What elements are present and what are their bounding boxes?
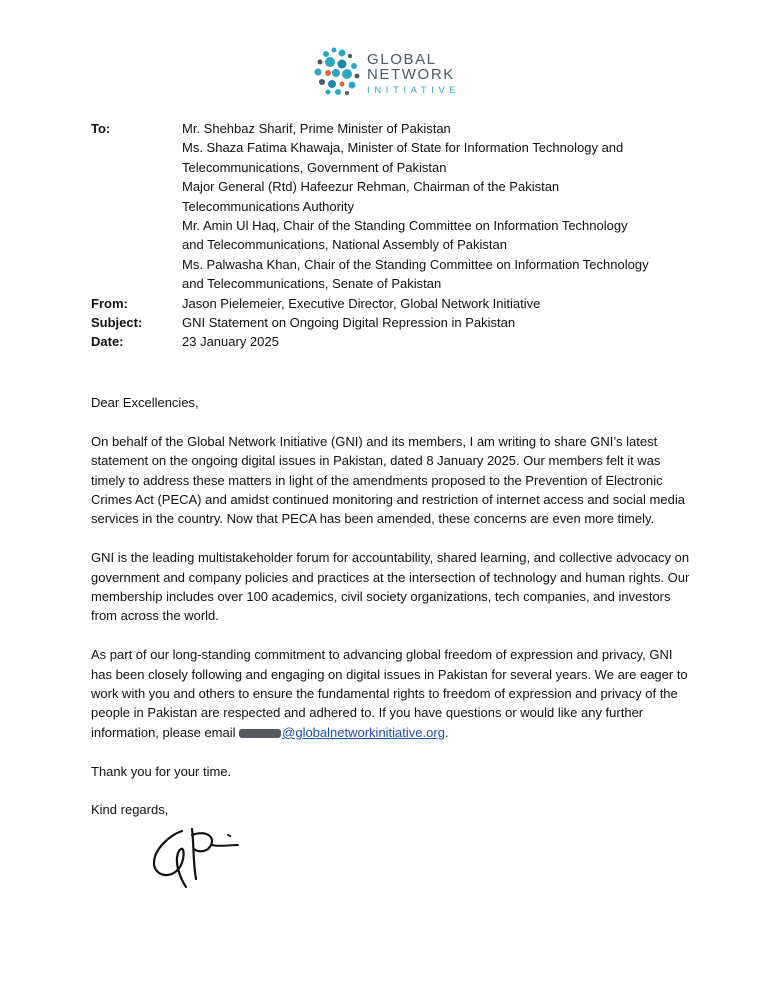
paragraph-3 [91, 645, 691, 742]
handwritten-signature-icon [148, 823, 248, 893]
paragraph-line: government and company policies and practices at the intersection of technology and human rights. Our [91, 569, 690, 585]
date-row [91, 332, 691, 351]
from-label: From: [91, 295, 128, 311]
to-line: and Telecommunications, National Assembly of Pakistan [182, 237, 507, 253]
from-row [91, 294, 691, 313]
signature [148, 823, 248, 898]
to-label: To: [91, 121, 111, 136]
thanks-line: Thank you for your time. [91, 763, 232, 779]
date-value: 23 January 2025 [182, 334, 279, 350]
to-line: Telecommunications Authority [182, 198, 354, 214]
memo-header [91, 119, 691, 352]
paragraph-line: GNI is the leading multistakeholder forum for accountability, shared learning, and collective advocacy on [91, 550, 690, 566]
to-line: Mr. Amin Ul Haq, Chair of the Standing Committee on Information Technology [182, 218, 628, 234]
paragraph-line: As part of our long-standing commitment to advancing global freedom of expression and privacy, GNI [91, 647, 673, 663]
paragraph-line: membership includes over 100 academics, civil society organizations, tech companies, and investors [91, 589, 671, 605]
contact-email-link[interactable] [239, 725, 445, 740]
paragraph-line: Crimes Act (PECA) and amidst continued monitoring and restriction of internet access and social media [91, 492, 685, 508]
paragraph-line: people in Pakistan are respected and adhered to. If you have questions or would like any further [91, 705, 644, 721]
to-line: and Telecommunications, Senate of Pakistan [182, 276, 442, 292]
logo-text-global: GLOBAL [367, 51, 437, 68]
to-recipients [182, 119, 691, 294]
paragraph-1 [91, 432, 691, 529]
from-value: Jason Pielemeier, Executive Director, Global Network Initiative [182, 295, 541, 311]
to-line: Ms. Shaza Fatima Khawaja, Minister of State for Information Technology and [182, 140, 624, 156]
subject-label: Subject: [91, 315, 143, 331]
to-line: Telecommunications, Government of Pakistan [182, 159, 447, 175]
paragraph-line: from across the world. [91, 608, 219, 624]
to-row [91, 119, 691, 294]
paragraph-line: services in the country. Now that PECA has been amended, these concerns are even more timely. [91, 511, 655, 527]
paragraph-2 [91, 548, 691, 626]
to-line: Mr. Shehbaz Sharif, Prime Minister of Pakistan [182, 121, 451, 136]
closing-line: Kind regards, [91, 802, 169, 818]
letter-body [91, 393, 691, 820]
logo-text-initiative: INITIATIVE [367, 85, 461, 96]
paragraph-line: timely to address these matters in light of the amendments proposed to the Prevention of Electronic [91, 472, 663, 488]
date-label: Date: [91, 334, 124, 350]
to-line: Ms. Palwasha Khan, Chair of the Standing Committee on Information Technology [182, 256, 649, 272]
paragraph-line: statement on the ongoing digital issues in Pakistan, dated 8 January 2025. Our members felt it was [91, 453, 661, 469]
to-line: Major General (Rtd) Hafeezur Rehman, Chairman of the Pakistan [182, 179, 560, 195]
paragraph-line: has been closely following and engaging on digital issues in Pakistan for several years. We are eager to [91, 666, 688, 682]
salutation: Dear Excellencies, [91, 395, 199, 410]
email-prefix-text: information, please email [91, 724, 240, 740]
logo-text-network: NETWORK [367, 66, 455, 83]
paragraph-line: On behalf of the Global Network Initiative (GNI) and its members, I am writing to share GNI’s latest [91, 433, 658, 449]
paragraph-last-line [91, 723, 691, 742]
gni-logo-mark-icon [312, 44, 364, 100]
email-suffix-text: . [444, 724, 449, 740]
subject-row [91, 313, 691, 332]
subject-value: GNI Statement on Ongoing Digital Repression in Pakistan [182, 315, 516, 331]
logo-wordmark [367, 52, 460, 98]
redacted-email-user [239, 729, 281, 738]
gni-logo [312, 44, 472, 100]
paragraph-line: work with you and others to ensure the fundamental rights to freedom of expression and privacy of the [91, 686, 678, 702]
email-domain: @globalnetworkinitiative.org [282, 724, 445, 740]
